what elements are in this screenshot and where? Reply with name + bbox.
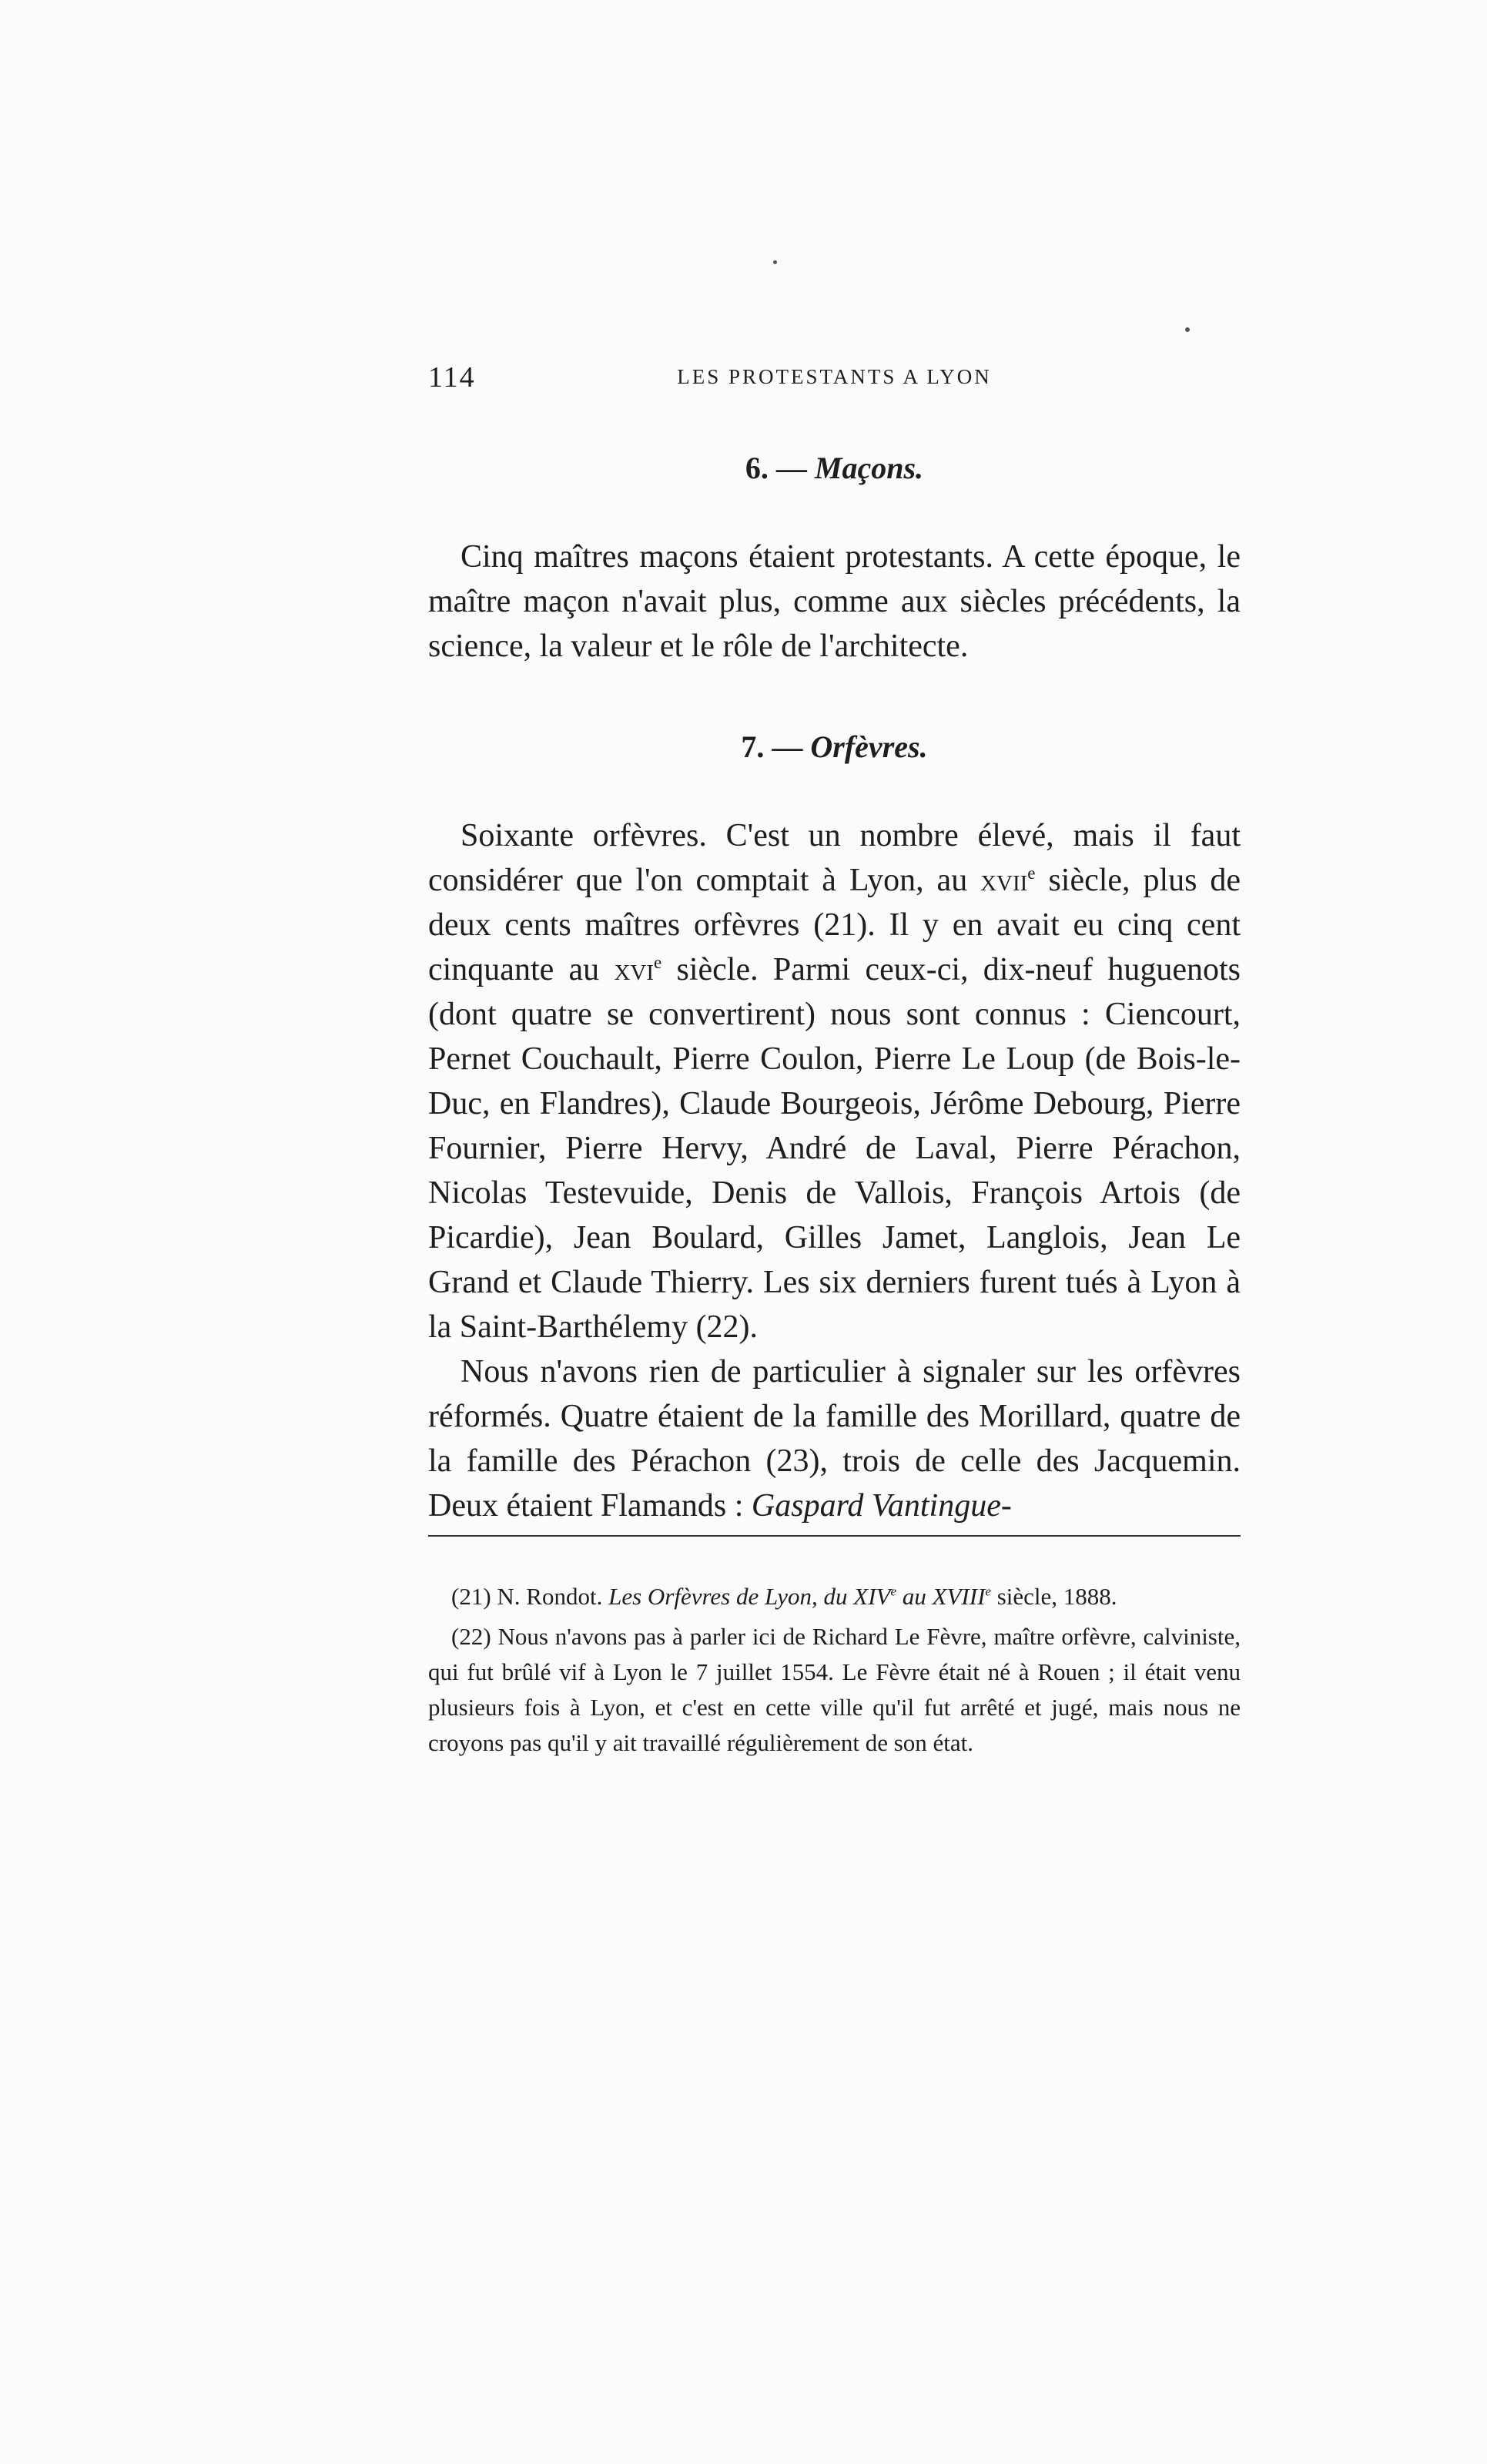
superscript: e xyxy=(1027,863,1036,883)
section-name: Maçons. xyxy=(814,451,924,485)
footnotes xyxy=(428,1579,1241,1765)
text-run: siècle, 1888. xyxy=(990,1583,1117,1610)
footnote-divider xyxy=(428,1535,1241,1537)
footnote-21 xyxy=(428,1579,1241,1614)
footnote-label: (21) N. Rondot. xyxy=(451,1583,609,1610)
superscript: e xyxy=(985,1584,991,1599)
text-run: Nous n'avons rien de particulier à signaler sur les orfèvres réformés. Quatre étaient de la famille des Morillard, quatre de la famille des Pérachon (23), trois de celle des Jacquemin. Deux étaient Flamands : xyxy=(428,1354,1241,1524)
ink-speck xyxy=(773,260,777,264)
century-numeral: xvii xyxy=(980,863,1028,898)
ink-speck xyxy=(1185,327,1190,332)
section-title-macons xyxy=(428,445,1241,491)
italic-text-run: Les Orfèvres de Lyon, du XIV xyxy=(608,1583,891,1610)
section-title-orfevres xyxy=(428,724,1241,770)
text-run: Soixante orfèvres. C'est un nombre élevé, mais il faut considérer que l'on comptait à Lyon, au xyxy=(428,818,1241,898)
running-title: LES PROTESTANTS A LYON xyxy=(677,365,992,388)
main-text xyxy=(428,445,1241,1528)
paragraph-orfevres-1 xyxy=(428,813,1241,1349)
paragraph-macons: Cinq maîtres maçons étaient protestants. A cette époque, le maître maçon n'avait plus, comme aux siècles précédents, la science, la valeur et le rôle de l'architecte. xyxy=(428,539,1241,664)
page-number: 114 xyxy=(428,361,476,394)
text-run: siècle, plus de deux cents maîtres orfèvres (21). Il y en avait eu cinq cent cinquante au xyxy=(428,863,1241,987)
century-numeral: xvi xyxy=(614,952,654,987)
text-run: siècle. Parmi ceux-ci, dix-neuf huguenots (dont quatre se convertirent) nous sont connus : Ciencourt, Pernet Couchault, Pierre Coulon, Pierre Le Loup (de Bois-le-Duc, en Flandres), Claude Bourgeois, Jérôme Debourg, Pierre Fournier, Pierre Hervy, André de Laval, Pierre Pérachon, Nicolas Testevuide, Denis de Vallois, François Artois (de Picardie), Jean Boulard, Gilles Jamet, Langlois, Jean Le Grand et Claude Thierry. Les six derniers furent tués à Lyon à la Saint-Barthélemy (22). xyxy=(428,952,1241,1345)
section-name: Orfèvres. xyxy=(810,729,928,764)
section-number: 6. — xyxy=(745,451,807,485)
section-number: 7. — xyxy=(741,729,803,764)
superscript: e xyxy=(890,1584,897,1599)
italic-text-run: au XVIII xyxy=(896,1583,986,1610)
superscript: e xyxy=(653,952,662,972)
footnote-22: (22) Nous n'avons pas à parler ici de Richard Le Fèvre, maître orfèvre, calviniste, qui fut brûlé vif à Lyon le 7 juillet 1554. Le Fèvre était né à Rouen ; il était venu plusieurs fois à Lyon, et c'est en cette ville qu'il fut arrêté et jugé, mais nous ne croyons pas qu'il y ait travaillé régulièrement de son état. xyxy=(428,1623,1241,1756)
page-header xyxy=(428,360,1241,399)
italic-text-run: Gaspard Vantingue- xyxy=(751,1488,1012,1524)
paragraph-orfevres-2 xyxy=(428,1349,1241,1528)
